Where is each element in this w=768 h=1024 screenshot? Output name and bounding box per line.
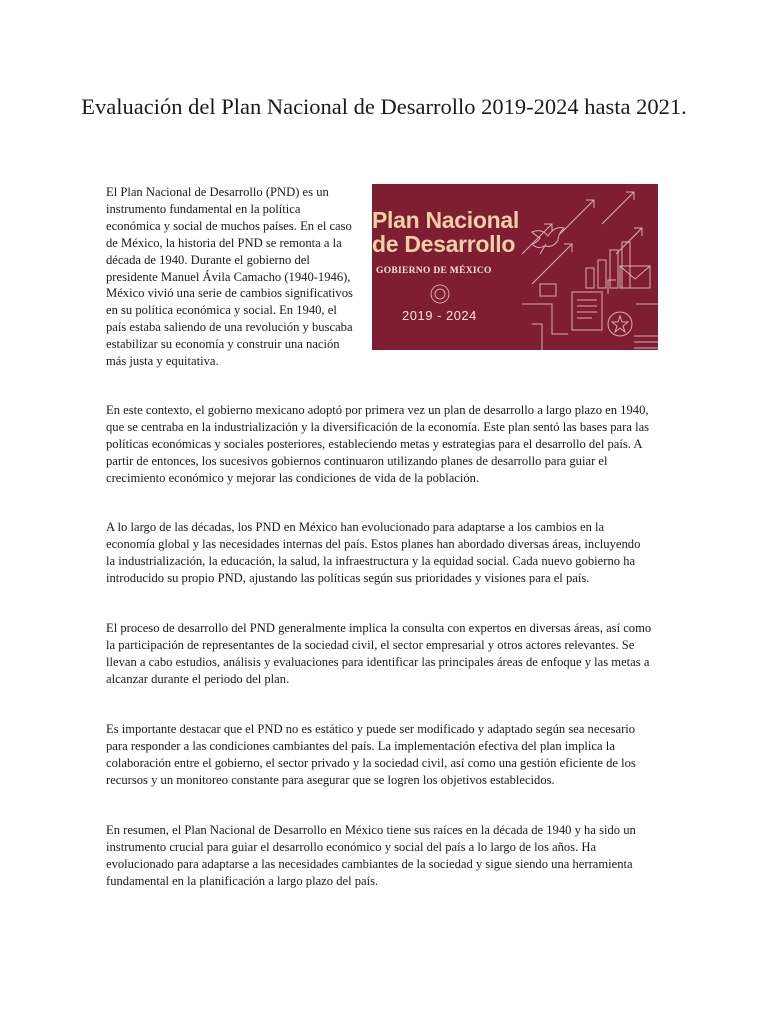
paragraph-5: Es importante destacar que el PND no es estático y puede ser modificado y adaptado según sea necesario para responder a las condiciones cambiantes del país. La implementación efectiva del plan implica la colaboración entre el gobierno, el sector privado y la sociedad civil, así como una gestión eficiente de los recursos y un monitoreo constante para asegurar que se logren los objetivos establecidos. <box>106 722 636 787</box>
banner-title: Plan Nacional de Desarrollo <box>372 207 519 257</box>
document-title: Evaluación del Plan Nacional de Desarrollo 2019-2024 hasta 2021. <box>81 94 687 119</box>
star-badge-icon <box>608 312 632 336</box>
paragraph-4: El proceso de desarrollo del PND generalmente implica la consulta con expertos en diversas áreas, así como la participación de representantes de la sociedad civil, el sector empresarial y otros actores relevantes. Se llevan a cabo estudios, análisis y evaluaciones para identificar las principales áreas de enfoque y las metas a alcanzar durante el periodo del plan. <box>106 621 652 686</box>
banner-subtitle: GOBIERNO DE MÉXICO <box>376 266 492 276</box>
eagle-seal-icon <box>431 285 449 303</box>
dove-icon <box>532 228 564 254</box>
paragraph-intro: El Plan Nacional de Desarrollo (PND) es un instrumento fundamental en la política económica y social de muchos países. En el caso de México, la historia del PND se remonta a la década de 1940. Durante el gobierno del presidente Manuel Ávila Camacho (1940-1946), México vivió una serie de cambios significativos en su política económica y social. En 1940, el país estaba saliendo de una revolución y buscaba estabilizar su economía y construir una nación más justa y equitativa. <box>106 185 353 369</box>
plan-nacional-banner-image <box>372 184 658 350</box>
paragraph-3: A lo largo de las décadas, los PND en México han evolucionado para adaptarse a los cambios en la economía global y las necesidades internas del país. Estos planes han abordado diversas áreas, incluyendo la industrialización, la educación, la salud, la infraestructura y la equidad social. Cada nuevo gobierno ha introducido su propio PND, ajustando las políticas según sus prioridades y visiones para el país. <box>106 520 641 585</box>
paragraph-2: En este contexto, el gobierno mexicano adoptó por primera vez un plan de desarrollo a largo plazo en 1940, que se centraba en la industrialización y la diversificación de la economía. Este plan sentó las bases para las políticas económicas y sociales posteriores, estableciendo metas y estrategias para el desarrollo del país. A partir de entonces, los sucesivos gobiernos continuaron utilizando planes de desarrollo para guiar el crecimiento económico y mejorar las condiciones de vida de la población. <box>106 403 650 485</box>
envelope-icon <box>620 266 650 288</box>
paragraph-6: En resumen, el Plan Nacional de Desarrollo en México tiene sus raíces en la década de 1940 y ha sido un instrumento crucial para guiar el desarrollo económico y social del país a lo largo de los años. Ha evolucionado para adaptarse a las necesidades cambiantes de la sociedad y sigue siendo una herramienta fundamental en la planificación a largo plazo del país. <box>106 823 636 888</box>
banner-years: 2019 - 2024 <box>402 308 477 323</box>
document-icon <box>572 292 602 330</box>
